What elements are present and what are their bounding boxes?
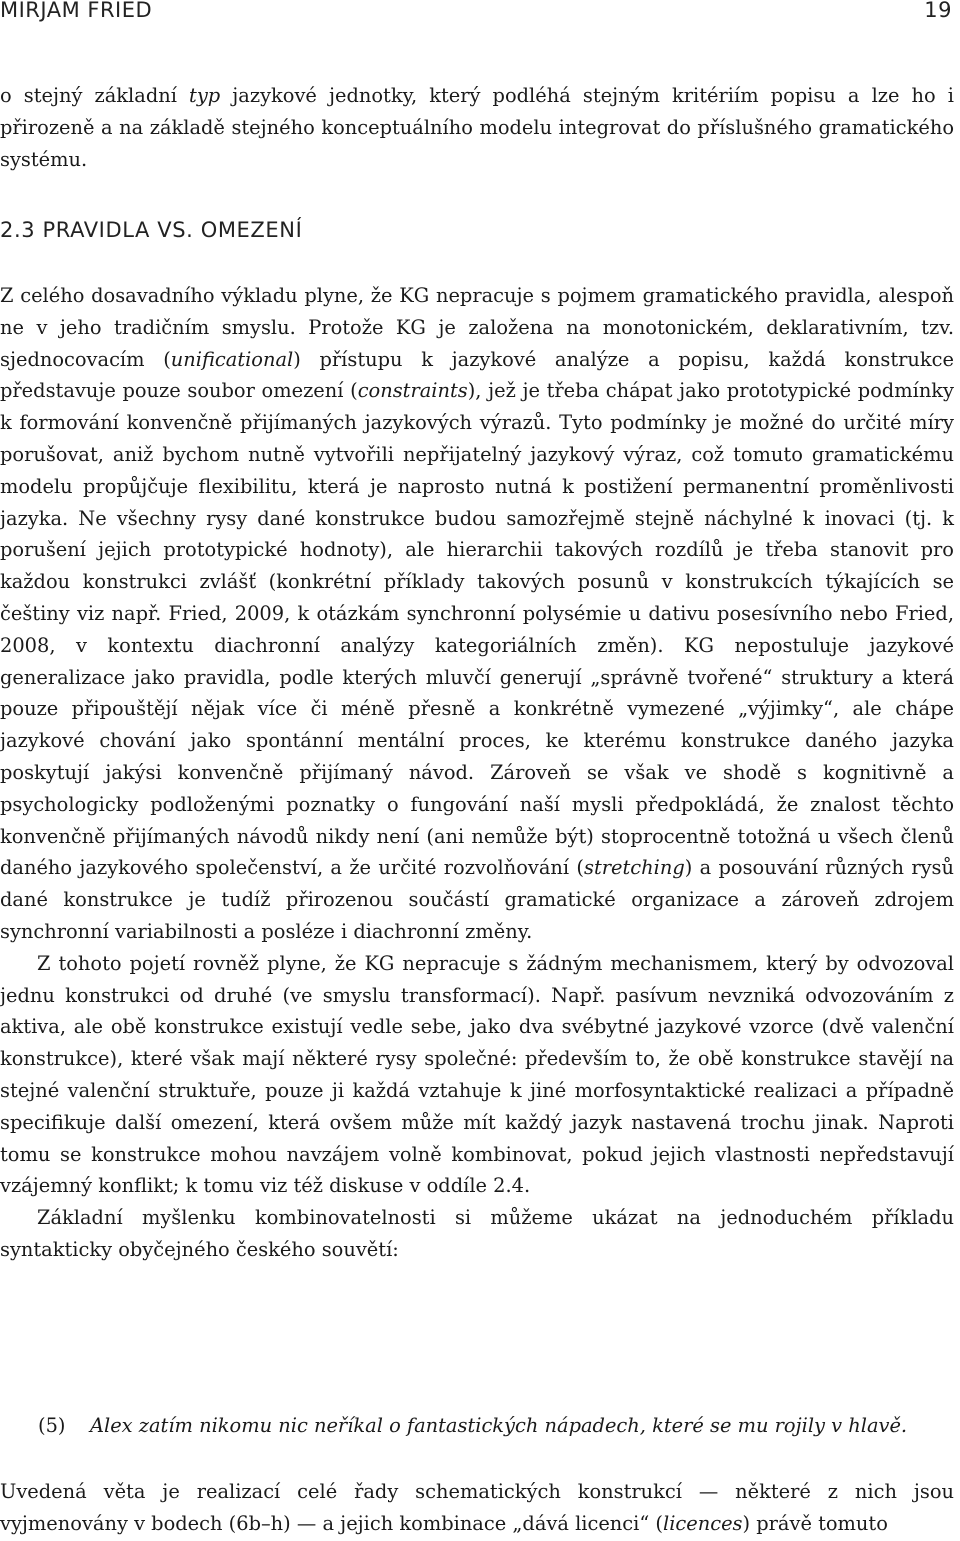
intro-text-a: o stejný základní [0,84,190,107]
term-unificational: unificational [170,347,294,371]
paragraph-1 [0,280,954,948]
page-number: 19 [924,0,952,22]
example-5 [0,1410,958,1442]
term-stretching: stretching [584,856,685,880]
intro-text-b: jazykové jednotky, který podléhá stejným kritériím popisu a lze ho i přirozeně a na základě stejného konceptuálního modelu integrovat do příslušného gramatického systému. [0,84,955,171]
term-constraints: constraints [357,379,468,403]
example-sentence: Alex zatím nikomu nic neříkal o fantastických nápadech, které se mu rojily v hlavě. [90,1414,908,1437]
paragraph-4-text-2: ) právě tomuto [742,1511,888,1535]
paragraph-1-text-2: ) přístupu k jazykové analýze a popisu, každá konstrukce představuje pouze soubor omezení ( [0,347,955,403]
term-licences: licences [663,1511,743,1535]
paragraph-1-text-3: ), jež je třeba chápat jako prototypické podmínky k formování konvenčně přijímaných jazykových výrazů. Tyto podmínky je možné do určité míry porušovat, aniž bychom nutně vytvořili nepřijatelný jazykový výraz, což tomuto gramatickému modelu propůjčuje flexibilitu, která je naprosto nutná k postižení permanentní proměnlivosti jazyka. Ne všechny rysy dané konstrukce budou samozřejmě stejně náchylné k inovaci (tj. k porušení jejich prototypické hodnoty), ale hierarchii takových rozdílů je třeba stanovit pro každou konstrukci zvlášť (konkrétní příklady takových posunů v konstrukcích týkajících se češtiny viz např. Fried, 2009, k otázkám synchronní polysémie u dativu posesívního nebo Fried, 2008, v kontextu diachronní analýzy kategoriálních změn). KG nepostuluje jazykové generalizace jako pravidla, podle kterých mluvčí generují „správně tvořené“ struktury a která pouze připouštějí nějak více či méně přesně a konkrétně vymezené „výjimky“, ale chápe jazykové chování jako spontánní mentální proces, ke kterému konstrukce daného jazyka poskytují jakýsi konvenčně přijímaný návod. Zároveň se však ve shodě s kognitivně a psychologicky podloženými poznatky o fungování naší mysli předpokládá, že znalost těchto konvenčně přijímaných návodů nikdy není (ani nemůže být) stoprocentně totožná u všech členů daného jazykového společenství, a že určité rozvolňování ( [0,379,955,880]
section-heading: 2.3 PRAVIDLA VS. OMEZENÍ [0,218,303,242]
body-text [0,280,954,1266]
paragraph-1-text-4: ) a posouvání různých rysů dané konstrukce je tudíž přirozenou součástí gramatické organizace a zároveň zdrojem synchronní variabilnosti a posléze i diachronní změny. [0,856,954,943]
running-header-author: MIRJAM FRIED [0,0,153,22]
paragraph-4-text-1: Uvedená věta je realizací celé řady schematických konstrukcí — některé z nich jsou vyjmenovány v bodech (6b–h) — a jejich kombinace „dává licenci“ ( [0,1480,954,1535]
paragraph-4 [0,1476,954,1540]
intro-emphasis-typ: typ [189,84,221,107]
paragraph-2: Z tohoto pojetí rovněž plyne, že KG nepracuje s žádným mechanismem, který by odvozoval jednu konstrukci od druhé (ve smyslu transformací). Např. pasívum nevzniká odvozováním z aktiva, ale obě konstrukce existují vedle sebe, jako dva svébytné jazykové vzorce (dvě valenční konstrukce), které však mají některé rysy společné: především to, že obě konstrukce stavějí na stejné valenční struktuře, pouze ji každá vztahuje k jiné morfosyntaktické realizaci a případně specifikuje další omezení, která ovšem může mít každý jazyk nastavená trochu jinak. Naproti tomu se konstrukce mohou navzájem volně kombinovat, pokud jejich vlastnosti nepředstavují vzájemný konflikt; k tomu viz též diskuse v oddíle 2.4. [0,951,954,1198]
running-header [0,0,952,26]
intro-paragraph [0,80,954,175]
example-number: (5) [38,1414,66,1437]
paragraph-1-text-1: Z celého dosavadního výkladu plyne, že KG nepracuje s pojmem gramatického pravidla, alespoň ne v jeho tradičním smyslu. Protože KG je založena na monotonickém, deklarativním, tzv. sjednocovacím ( [0,284,954,371]
paragraph-3: Základní myšlenku kombinovatelnosti si můžeme ukázat na jednoduchém příkladu syntakticky obyčejného českého souvětí: [0,1206,954,1261]
